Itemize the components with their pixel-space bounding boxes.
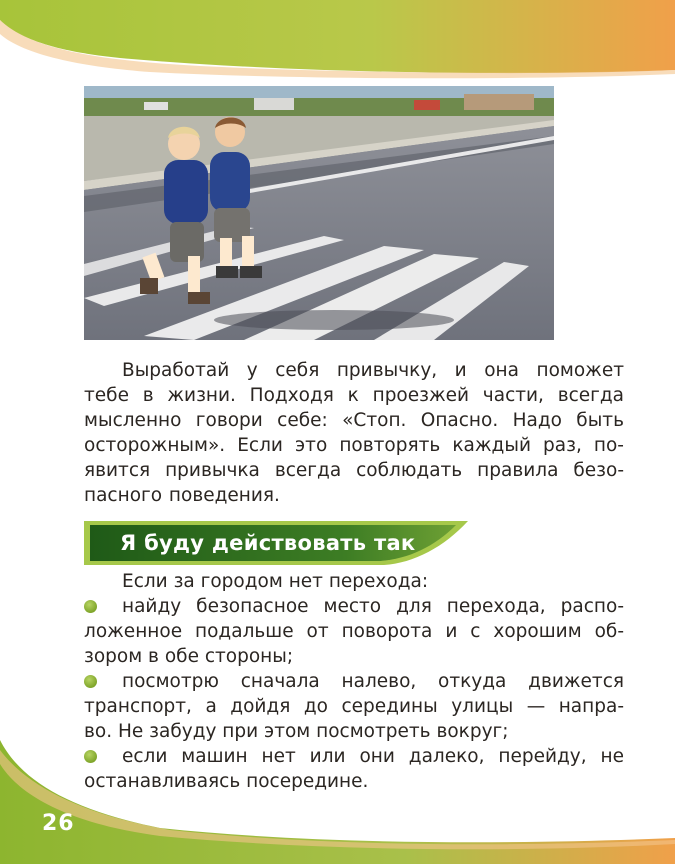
paragraph-line: тебе в жизни. Подходя к проезжей части, всегда	[84, 385, 624, 406]
bullet-icon	[84, 600, 97, 613]
intro-paragraph	[84, 358, 624, 508]
list-item-line: найду безопасное место для перехода, распо-	[122, 596, 624, 617]
paragraph-line: осторожным». Если это повторять каждый раз, по-	[84, 435, 624, 456]
list-item-line: посмотрю сначала налево, откуда движется	[122, 671, 624, 692]
list-item	[84, 594, 624, 619]
list-intro: Если за городом нет перехода:	[122, 571, 429, 592]
list-item-line: во. Не забуду при этом посмотреть вокруг;	[84, 721, 509, 742]
section-heading: Я буду действовать так	[120, 531, 416, 555]
list-item-line: ложенное подальше от поворота и с хорошим об-	[84, 621, 624, 642]
list-item-line: останавливаясь посередине.	[84, 771, 369, 792]
paragraph-line: явится привычка всегда соблюдать правила безо-	[84, 460, 624, 481]
paragraph-line: мысленно говори себе: «Стоп. Опасно. Надо быть	[84, 410, 624, 431]
bottom-decorative-band	[0, 740, 675, 864]
page-number: 26	[42, 811, 75, 836]
paragraph-line: Выработай у себя привычку, и она поможет	[122, 360, 624, 381]
list-item-line: если машин нет или они далеко, перейду, не	[122, 746, 624, 767]
photo-children-crossing	[84, 86, 554, 340]
bullet-icon	[84, 675, 97, 688]
list-item-line: транспорт, а дойдя до середины улицы — напра-	[84, 696, 624, 717]
list-item-line: зором в обе стороны;	[84, 646, 294, 667]
list-item	[84, 669, 624, 694]
top-decorative-band	[0, 0, 675, 80]
paragraph-line: пасного поведения.	[84, 485, 280, 506]
